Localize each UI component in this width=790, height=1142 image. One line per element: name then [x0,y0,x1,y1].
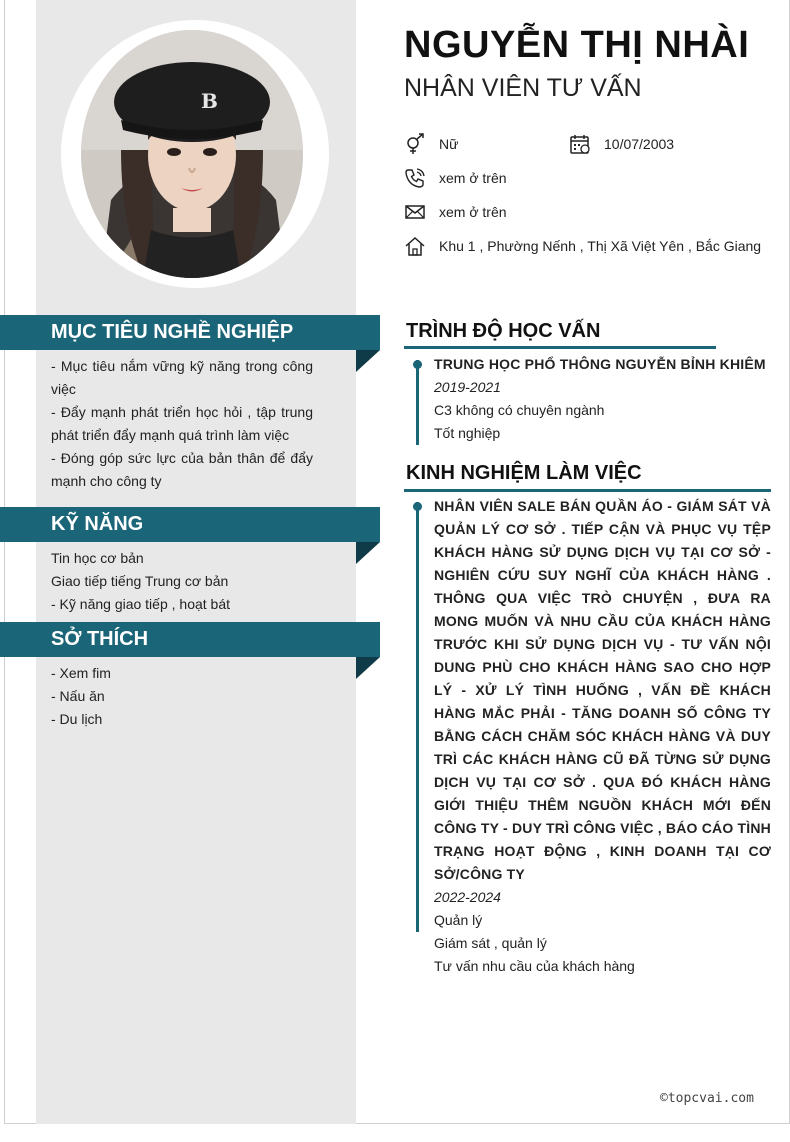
education-period: 2019-2021 [434,379,501,395]
experience-entry [434,495,771,978]
objective-line: - Đóng góp sức lực của bản thân để đẩy mạnh cho công ty [51,450,313,489]
phone-icon [404,167,426,189]
education-school: TRUNG HỌC PHỔ THÔNG NGUYỄN BỈNH KHIÊM [434,356,766,372]
hobbies-fold [356,657,380,679]
experience-duty: Giám sát , quản lý [434,935,547,951]
svg-text:B: B [201,89,218,113]
skills-fold [356,542,380,564]
skills-title: KỸ NĂNG [51,513,144,535]
info-address [404,235,761,257]
experience-period: 2022-2024 [434,889,501,905]
gender-icon [404,133,426,155]
skills-list [51,547,313,616]
education-rule [404,346,716,349]
email-value: xem ở trên [439,204,507,220]
education-title: TRÌNH ĐỘ HỌC VẤN [406,320,601,342]
hobbies-band [0,622,380,657]
objective-fold [356,350,380,372]
skill-item: Tin học cơ bản [51,550,144,566]
skill-item: Giao tiếp tiếng Trung cơ bản [51,573,229,589]
info-email [404,201,507,223]
candidate-role: NHÂN VIÊN TƯ VẤN [404,74,642,102]
skills-band [0,507,380,542]
education-timeline [416,360,419,445]
phone-value: xem ở trên [439,170,507,186]
objective-line: - Đẩy mạnh phát triển học hỏi , tập trung phát triển đẩy mạnh quá trình làm việc [51,404,313,443]
objective-line: - Mục tiêu nắm vững kỹ năng trong công việc [51,358,313,397]
experience-dot [413,502,422,511]
skill-item: - Kỹ năng giao tiếp , hoạt bát [51,596,231,612]
education-detail: C3 không có chuyên ngành [434,402,605,418]
info-gender [404,133,458,155]
gender-value: Nữ [439,136,459,152]
objective-list [51,355,313,493]
home-icon [404,235,426,257]
hobby-item: - Du lịch [51,711,103,727]
education-entry [434,353,771,445]
hobby-item: - Nấu ăn [51,688,105,704]
watermark: ©topcvai.com [660,1091,754,1106]
email-icon [404,201,426,223]
objective-title: MỤC TIÊU NGHỀ NGHIỆP [51,321,294,343]
birthday-value: 10/07/2003 [604,136,675,152]
address-value: Khu 1 , Phường Nếnh , Thị Xã Việt Yên , Bắc Giang [439,238,762,254]
info-birthday [569,133,674,155]
hobbies-title: SỞ THÍCH [51,628,149,650]
experience-rule [404,489,771,492]
experience-duty: Tư vấn nhu cầu của khách hàng [434,958,635,974]
education-dot [413,360,422,369]
education-detail: Tốt nghiệp [434,425,501,441]
hobby-item: - Xem fim [51,665,111,681]
hobbies-list [51,662,313,731]
candidate-name: NGUYỄN THỊ NHÀI [404,24,750,66]
experience-heading: NHÂN VIÊN SALE BÁN QUẦN ÁO - GIÁM SÁT VÀ QUẢN LÝ CƠ SỞ . TIẾP CẬN VÀ PHỤC VỤ TỆP KHÁCH HÀNG SỬ DỤNG DỊCH VỤ TẠI CƠ SỞ - NGHIÊN CỨU SUY NGHĨ CỦA KHÁCH HÀNG . THÔNG QUA VIỆC TRÒ CHUYỆN , ĐƯA RA MONG MUỐN VÀ NHU CẦU CỦA KHÁCH HÀNG TRƯỚC KHI SỬ DỤNG DỊCH VỤ - TƯ VẤN NỘI DUNG PHÙ CHO KHÁCH HÀNG SAO CHO HỢP LÝ - XỬ LÝ TÌNH HUỐNG , VẤN ĐỀ KHÁCH HÀNG MẮC PHẢI - TĂNG DOANH SỐ CÔNG TY BẰNG CÁCH CHĂM SÓC KHÁCH HÀNG VÀ DUY TRÌ CÁC KHÁCH HÀNG CŨ ĐÃ TỪNG SỬ DỤNG DỊCH VỤ TẠI CƠ SỞ . QUA ĐÓ KHÁCH HÀNG GIỚI THIỆU THÊM NGUỒN KHÁCH MỚI ĐẾN CÔNG TY - DUY TRÌ CÔNG VIỆC , BÁO CÁO TÌNH TRẠNG HOẠT ĐỘNG , KINH DOANH TẠI CƠ SỞ/CÔNG TY [434,498,771,882]
info-phone [404,167,507,189]
experience-timeline [416,502,419,932]
avatar [81,30,303,278]
objective-band [0,315,380,350]
calendar-icon [569,133,591,155]
experience-duty: Quản lý [434,912,483,928]
experience-title: KINH NGHIỆM LÀM VIỆC [406,462,642,484]
